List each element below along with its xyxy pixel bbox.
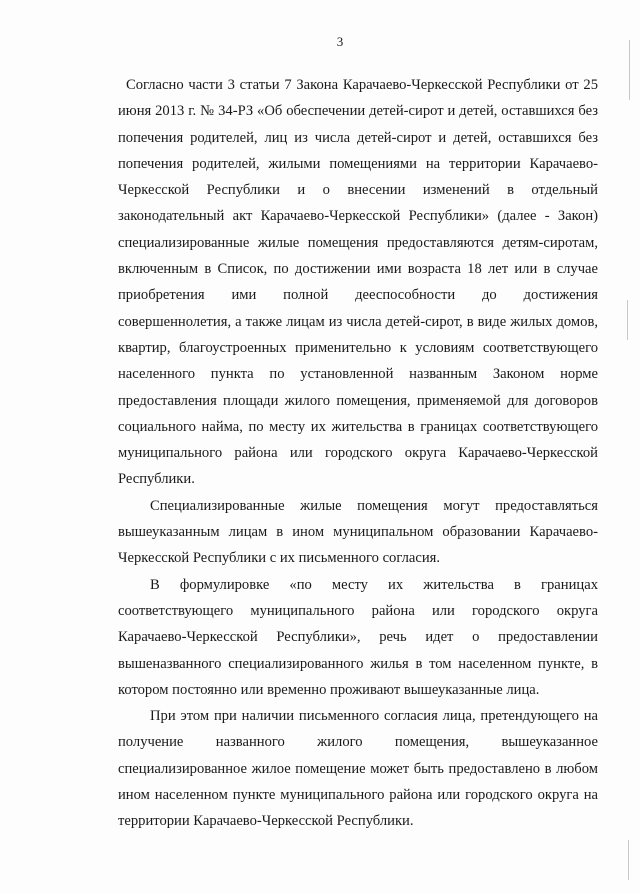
paragraph-written-consent: При этом при наличии письменного согласия лица, претендующего на получение названного жилого помещения, вышеуказанное специализированное жилое помещение может быть предоставлено в любом ином населенном пункте муниципального района или городского округа на территории Карачаево-Черкесской Республики. — [118, 708, 598, 830]
page-number: 3 — [336, 34, 344, 49]
paragraph-other-municipality: Специализированные жилые помещения могут предоставляться вышеуказанным лицам в ином муниципальном образовании Карачаево-Черкесской Республики с их письменного согласия. — [118, 497, 598, 567]
paragraph-residence-wording: В формулировке «по месту их жительства в границах соответствующего муниципального района или городского округа Карачаево-Черкесской Республики», речь идет о предоставлении вышеназванного специализированного жилья в том населенном пункте, в котором постоянно или временно проживают вышеуказанные лица. — [118, 576, 598, 698]
scan-edge-line-middle — [627, 300, 628, 340]
document-body — [118, 72, 598, 835]
scan-edge-line-bottom — [628, 840, 629, 880]
paragraph-law-citation: Согласно части 3 статьи 7 Закона Карачаево-Черкесской Республики от 25 июня 2013 г. № 34-РЗ «Об обеспечении детей-сирот и детей, оставшихся без попечения родителей, лиц из числа детей-сирот и детей, оставшихся без попечения родителей, жилыми помещениями на территории Карачаево-Черкесской Республики и о внесении изменений в отдельный законодательный акт Карачаево-Черкесской Республики» (далее - Закон) специализированные жилые помещения предоставляются детям-сиротам, включенным в Список, по достижении ими возраста 18 лет или в случае приобретения ими полной дееспособности до достижения совершеннолетия, а также лицам из числа детей-сирот, в виде жилых домов, квартир, благоустроенных применительно к условиям соответствующего населенного пункта по установленной названным Законом норме предоставления площади жилого помещения, применяемой для договоров социального найма, по месту их жительства в границах соответствующего муниципального района или городского округа Карачаево-Черкесской Республики. — [118, 77, 598, 488]
